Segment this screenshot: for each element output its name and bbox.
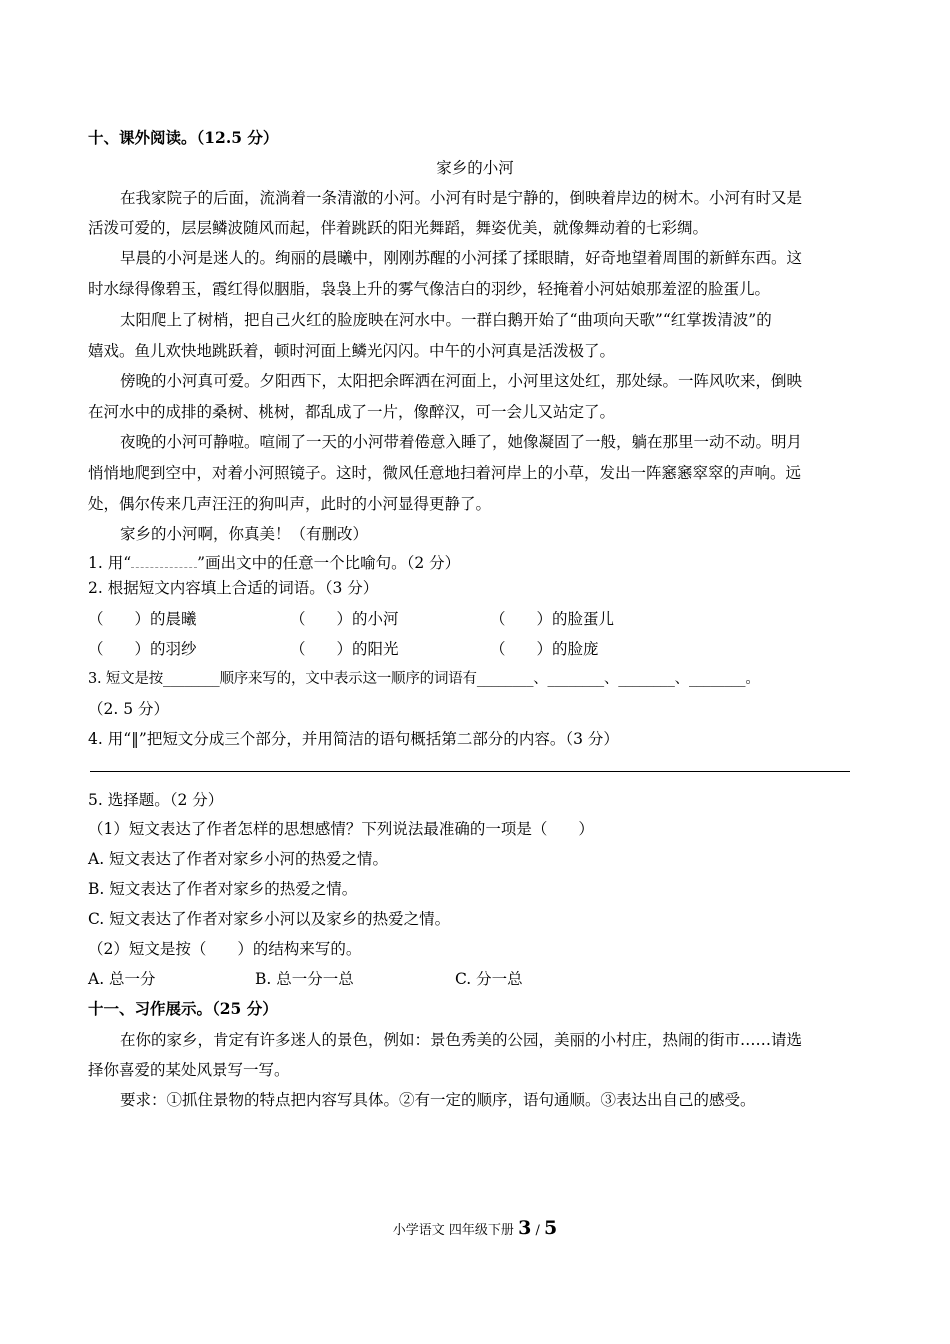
option-5-2-c: C. 分一总 [455,970,523,988]
question-4: 4. 用“‖”把短文分成三个部分，并用简洁的语句概括第二部分的内容。（3 分） [88,730,619,748]
paragraph-4-line-2: 在河水中的成排的桑树、桃树，都乱成了一片，像醉汉，可一会儿又站定了。 [88,403,616,421]
section-10-heading: 十、课外阅读。（12.5 分） [88,128,279,147]
option-5-1-b: B. 短文表达了作者对家乡的热爱之情。 [88,880,358,898]
paragraph-6: 家乡的小河啊，你真美！（有删改） [120,525,369,543]
paragraph-2-line-2: 时水绿得像碧玉，霞红得似胭脂，袅袅上升的雾气像洁白的羽纱，轻掩着小河姑娘那羞涩的脸蛋儿。 [88,280,771,298]
question-5-1: （1）短文表达了作者怎样的思想感情？下列说法最准确的一项是（ ） [88,820,594,838]
paragraph-3-line-2: 嬉戏。鱼儿欢快地跳跃着，顿时河面上鳞光闪闪。中午的小河真是活泼极了。 [88,342,616,360]
page-separator: / [535,1223,540,1238]
q2-blank-5: （ ）的阳光 [290,640,399,658]
writing-prompt-line-1: 在你的家乡，肯定有许多迷人的景色，例如：景色秀美的公园，美丽的小村庄，热闹的街市……请选 [120,1031,803,1049]
q2-blank-3: （ ）的脸蛋儿 [490,610,615,628]
paragraph-1-line-2: 活泼可爱的，层层鳞波随风而起，伴着跳跃的阳光舞蹈，舞姿优美，就像舞动着的七彩绸。 [88,219,709,237]
question-5-2: （2）短文是按（ ）的结构来写的。 [88,940,362,958]
question-1-suffix: ”画出文中的任意一个比喻句。（2 分） [197,554,461,572]
page-total: 5 [543,1217,558,1239]
question-2: 2. 根据短文内容填上合适的词语。（3 分） [88,579,379,597]
paragraph-5-line-2: 悄悄地爬到空中，对着小河照镜子。这时，微风任意地扫着河岸上的小草，发出一阵窸窸窣窣的声响。远 [88,464,802,482]
wavy-line-sample [131,553,197,568]
writing-requirements: 要求：①抓住景物的特点把内容写具体。②有一定的顺序，语句通顺。③表达出自己的感受。 [120,1091,756,1109]
question-3: 3. 短文是按________顺序来写的，文中表示这一顺序的词语有________、________、________、________。 [88,671,760,687]
option-5-1-a: A. 短文表达了作者对家乡小河的热爱之情。 [88,850,389,868]
page-number: 3 [518,1217,532,1239]
answer-line[interactable] [90,771,850,772]
option-5-2-b: B. 总一分一总 [255,970,354,988]
passage-title: 家乡的小河 [436,159,514,177]
question-1 [88,553,868,573]
q2-blank-2: （ ）的小河 [290,610,399,628]
paragraph-5-line-3: 处，偶尔传来几声汪汪的狗叫声，此时的小河显得更静了。 [88,495,492,513]
q2-blank-1: （ ）的晨曦 [88,610,197,628]
paragraph-2-line-1: 早晨的小河是迷人的。绚丽的晨曦中，刚刚苏醒的小河揉了揉眼睛，好奇地望着周围的新鲜东西。这 [120,249,803,267]
q2-blank-6: （ ）的脸庞 [490,640,599,658]
footer-label: 小学语文 四年级下册 [392,1223,514,1238]
question-3-score: （2. 5 分） [88,700,170,718]
question-5: 5. 选择题。（2 分） [88,791,224,809]
page-footer [0,1217,950,1239]
paragraph-4-line-1: 傍晚的小河真可爱。夕阳西下，太阳把余晖洒在河面上，小河里这处红，那处绿。一阵风吹来，倒映 [120,372,803,390]
option-5-2-a: A. 总一分 [88,970,156,988]
writing-prompt-line-2: 择你喜爱的某处风景写一写。 [88,1061,290,1079]
section-11-heading: 十一、习作展示。（25 分） [88,999,278,1018]
option-5-1-c: C. 短文表达了作者对家乡小河以及家乡的热爱之情。 [88,910,451,928]
paragraph-1-line-1: 在我家院子的后面，流淌着一条清澈的小河。小河有时是宁静的，倒映着岸边的树木。小河有时又是 [120,189,803,207]
question-1-prefix: 1. 用“ [88,554,132,572]
q2-blank-4: （ ）的羽纱 [88,640,197,658]
paragraph-3-line-1: 太阳爬上了树梢，把自己火红的脸庞映在河水中。一群白鹅开始了“曲项向天歌”“红掌拨清波”的 [120,311,772,329]
paragraph-5-line-1: 夜晚的小河可静啦。喧闹了一天的小河带着倦意入睡了，她像凝固了一般，躺在那里一动不动。明月 [120,433,803,451]
